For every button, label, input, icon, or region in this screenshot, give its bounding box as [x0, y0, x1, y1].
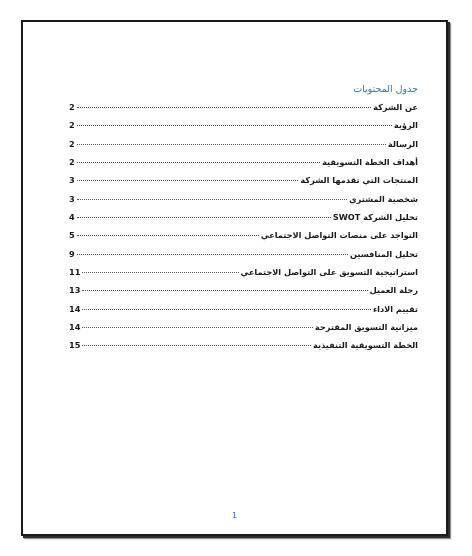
toc-entry[interactable] — [69, 322, 418, 340]
toc-entry-text: المنتجات التي تقدمها الشركة — [300, 175, 418, 186]
toc-entry[interactable] — [69, 157, 418, 175]
toc-entry-text: شخصية المشتري — [349, 193, 418, 204]
toc-entry[interactable] — [69, 212, 418, 230]
toc-dot-leader — [77, 235, 259, 236]
toc-dot-leader — [77, 107, 371, 108]
toc-entry[interactable] — [69, 304, 418, 322]
toc-entry[interactable] — [69, 340, 418, 358]
toc-dot-leader — [82, 290, 367, 291]
toc-entry-text: عن الشركة — [373, 102, 418, 112]
toc-entry[interactable] — [69, 249, 418, 267]
toc-entry-page: 2 — [69, 138, 75, 149]
toc-entry-page: 11 — [69, 267, 81, 278]
toc-dot-leader — [77, 217, 331, 218]
toc-entry-text: الرؤية — [393, 120, 418, 131]
toc-entry-page: 5 — [69, 230, 75, 241]
document-page — [21, 20, 448, 536]
toc-dot-leader — [77, 125, 392, 126]
toc-entry-page: 3 — [69, 175, 75, 186]
toc-entry-text: تقييم الاداء — [372, 303, 418, 314]
toc-entry[interactable] — [69, 175, 418, 193]
toc-entry[interactable] — [69, 194, 418, 212]
toc-dot-leader — [77, 254, 348, 255]
toc-entry-page: 14 — [69, 303, 81, 314]
toc-dot-leader — [82, 309, 371, 310]
toc-entry-text: الخطة التسويقية التنفيذية — [313, 340, 418, 351]
toc-dot-leader — [77, 180, 299, 181]
table-of-contents — [69, 102, 418, 359]
toc-entry-text: أهداف الخطة التسويقية — [322, 157, 418, 168]
toc-entry-page: 3 — [69, 193, 75, 204]
toc-entry[interactable] — [69, 285, 418, 303]
toc-entry-page: 15 — [69, 340, 81, 351]
toc-dot-leader — [77, 144, 386, 145]
toc-entry[interactable] — [69, 120, 418, 138]
toc-entry-page: 4 — [69, 212, 75, 223]
toc-entry-text: الرسالة — [387, 138, 418, 149]
toc-dot-leader — [77, 199, 347, 200]
toc-entry-text: تحليل الشركة SWOT — [332, 212, 418, 223]
toc-entry-page: 14 — [69, 322, 81, 333]
toc-dot-leader — [82, 327, 312, 328]
toc-entry[interactable] — [69, 139, 418, 157]
toc-dot-leader — [82, 272, 238, 273]
toc-entry[interactable] — [69, 102, 418, 120]
toc-entry-text: استراتيجية التسويق على التواصل الاجتماعي — [240, 267, 418, 278]
toc-entry-page: 13 — [69, 285, 81, 296]
toc-dot-leader — [77, 162, 320, 163]
toc-entry-text: تحليل المنافسين — [349, 248, 418, 259]
toc-entry-text: ميزانية التسويق المقترحة — [314, 322, 418, 333]
page-number: 1 — [232, 511, 237, 520]
toc-entry-page: 9 — [69, 248, 75, 259]
toc-entry-page: 2 — [69, 102, 75, 112]
toc-entry[interactable] — [69, 230, 418, 248]
toc-entry[interactable] — [69, 267, 418, 285]
toc-entry-page: 2 — [69, 120, 75, 131]
toc-entry-text: رحلة العميل — [369, 285, 418, 296]
toc-entry-page: 2 — [69, 157, 75, 168]
toc-title: جدول المحتويات — [353, 84, 418, 95]
toc-dot-leader — [82, 345, 311, 346]
toc-entry-text: التواجد على منصات التواصل الاجتماعي — [260, 230, 418, 241]
